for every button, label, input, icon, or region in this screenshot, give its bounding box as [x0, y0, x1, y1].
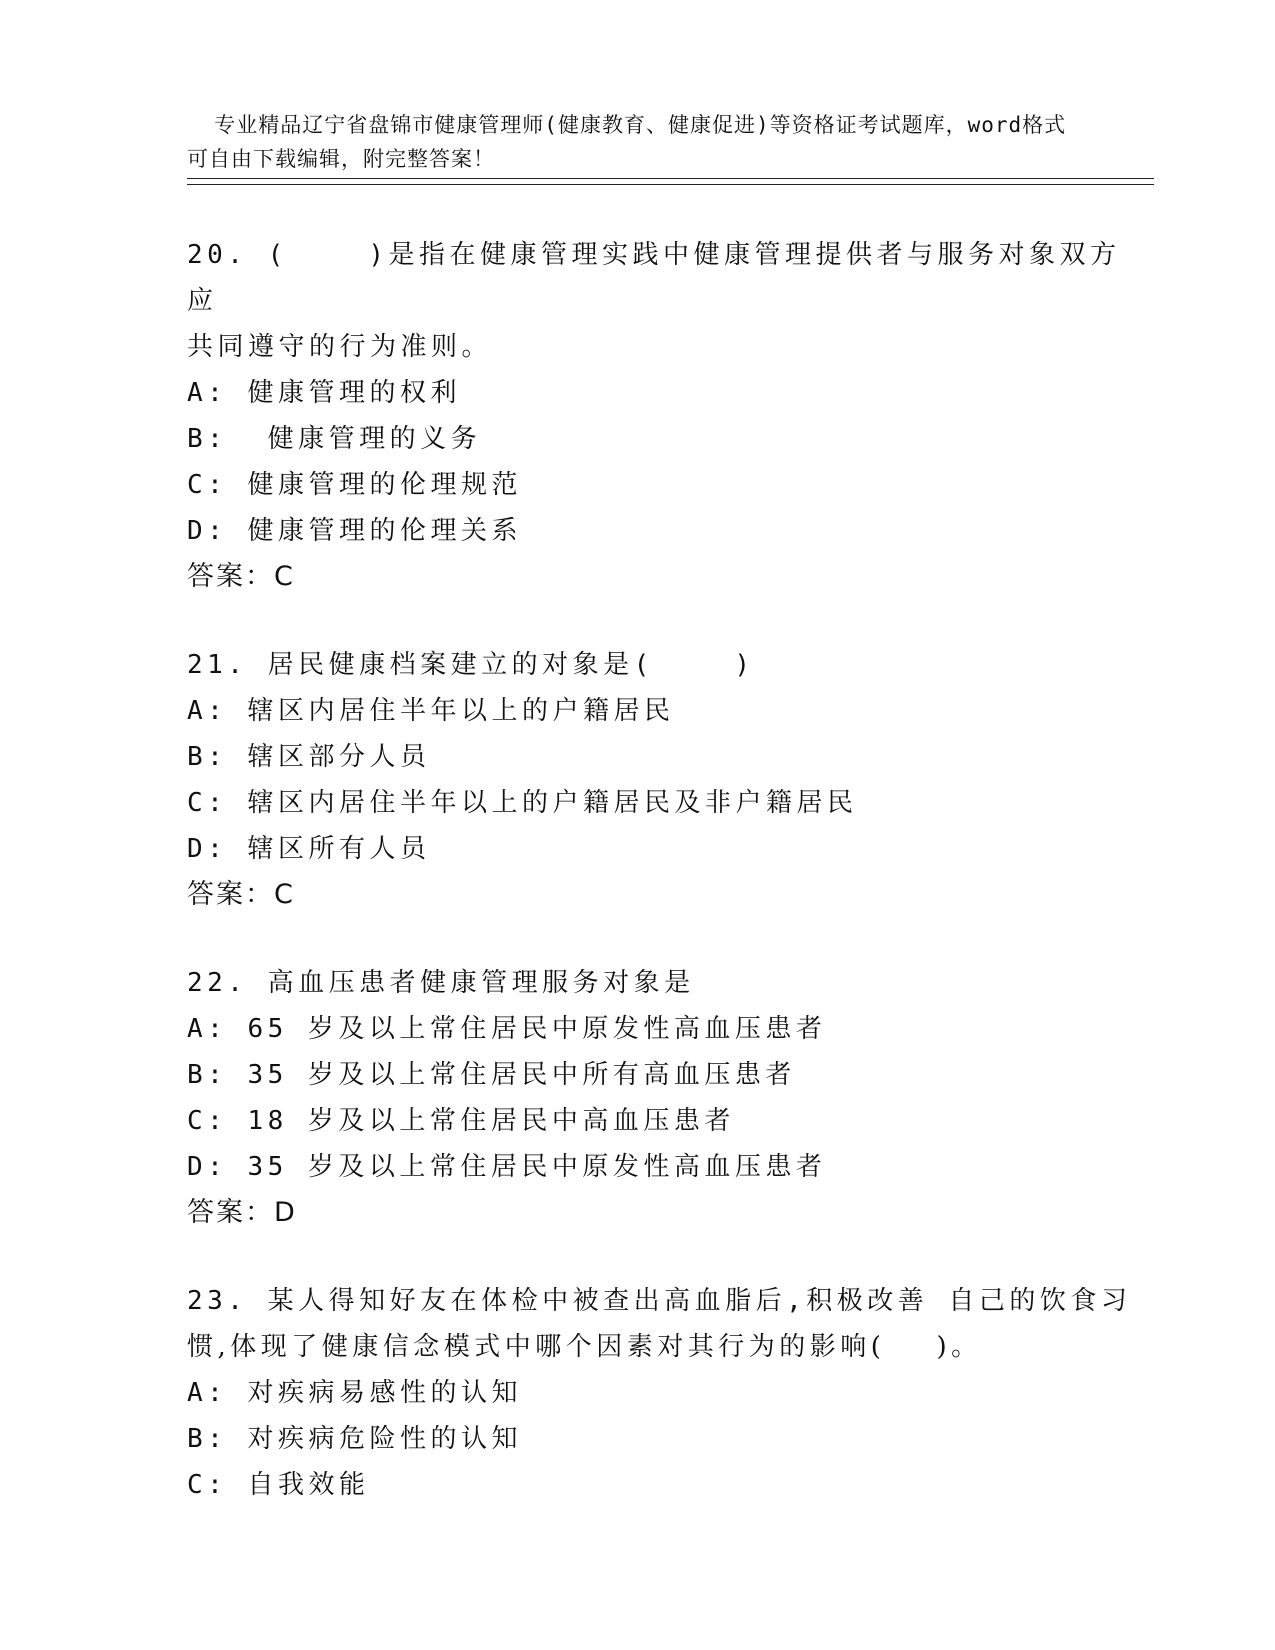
document-header [187, 74, 1087, 176]
question-23 [187, 1278, 1147, 1508]
question-stem: 20. ( )是指在健康管理实践中健康管理提供者与服务对象双方应 [187, 240, 1121, 316]
option-c: C: 健康管理的伦理规范 [187, 470, 522, 500]
option-a: A: 65 岁及以上常住居民中原发性高血压患者 [187, 1014, 827, 1044]
header-text: 专业精品辽宁省盘锦市健康管理师(健康教育、健康促进)等资格证考试题库，word格式可自由下载编辑，附完整答案！ [187, 113, 1067, 171]
answer: 答案：C [187, 879, 295, 910]
option-d: D: 辖区所有人员 [187, 834, 431, 864]
option-c: C: 自我效能 [187, 1470, 370, 1500]
option-a: A: 健康管理的权利 [187, 378, 461, 408]
question-stem: 22. 高血压患者健康管理服务对象是 [187, 968, 695, 998]
header-divider-top [187, 178, 1154, 179]
answer: 答案：D [187, 1197, 297, 1228]
option-b: B: 健康管理的义务 [187, 424, 482, 454]
option-b: B: 35 岁及以上常住居民中所有高血压患者 [187, 1060, 796, 1090]
option-b: B: 辖区部分人员 [187, 742, 431, 772]
question-stem-continued: 共同遵守的行为准则。 [187, 332, 493, 362]
question-22 [187, 960, 1147, 1236]
question-21 [187, 642, 1147, 918]
question-20 [187, 232, 1147, 600]
option-a: A: 辖区内居住半年以上的户籍居民 [187, 696, 675, 726]
option-d: D: 健康管理的伦理关系 [187, 516, 522, 546]
question-list [187, 232, 1147, 1550]
option-a: A: 对疾病易感性的认知 [187, 1378, 522, 1408]
option-d: D: 35 岁及以上常住居民中原发性高血压患者 [187, 1152, 827, 1182]
option-c: C: 辖区内居住半年以上的户籍居民及非户籍居民 [187, 788, 858, 818]
option-b: B: 对疾病危险性的认知 [187, 1424, 522, 1454]
question-stem: 23. 某人得知好友在体检中被查出高血脂后,积极改善 自己的饮食习 [187, 1286, 1132, 1316]
answer: 答案：C [187, 561, 295, 592]
question-stem: 21. 居民健康档案建立的对象是( ) [187, 650, 755, 680]
option-c: C: 18 岁及以上常住居民中高血压患者 [187, 1106, 735, 1136]
header-divider-bottom [187, 184, 1154, 185]
question-stem-continued: 惯,体现了健康信念模式中哪个因素对其行为的影响( )。 [187, 1332, 982, 1362]
